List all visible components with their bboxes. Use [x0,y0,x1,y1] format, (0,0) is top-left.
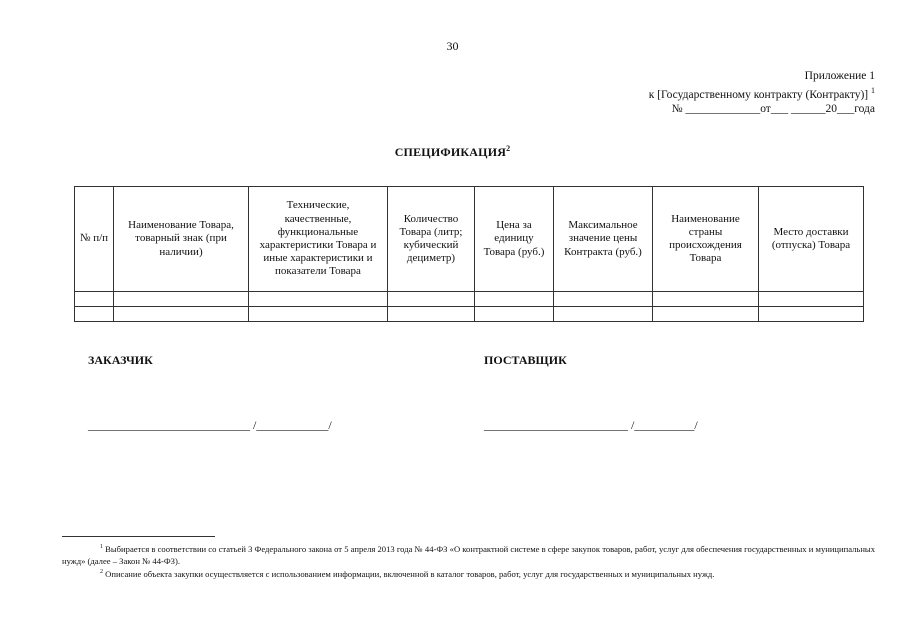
table-cell [249,292,388,307]
table-cell [554,292,653,307]
appendix-contract-text: к [Государственному контракту (Контракту)] [648,88,869,101]
column-header-unit-price: Цена за единицу Товара (руб.) [475,187,554,292]
customer-label: ЗАКАЗЧИК [88,353,153,367]
table-header-row [75,187,864,292]
footnote-text-1: Выбирается в соответствии со статьей 3 Федерального закона от 5 апреля 2013 года № 44-ФЗ «О контрактной системе в сфере закупок товаров, работ, услуг для обеспечения государственных и муниципальных нужд» (далее – Закон № 44-ФЗ). [62,543,875,566]
table-cell [75,307,114,322]
table-cell [114,307,249,322]
column-header-country: Наименование страны происхождения Товара [653,187,759,292]
footnote-ref-1[interactable]: 1 [871,85,875,95]
table-row [75,307,864,322]
footnote-ref-2[interactable]: 2 [506,144,511,153]
specification-table [74,186,864,322]
column-header-max-price: Максимальное значение цены Контракта (руб.) [554,187,653,292]
table-cell [114,292,249,307]
column-header-number: № п/п [75,187,114,292]
supplier-signature-line: ________________________ /__________/ [484,418,698,432]
column-header-quantity: Количество Товара (литр; кубический дециметр) [388,187,475,292]
table-cell [653,307,759,322]
table-cell [388,307,475,322]
table-cell [75,292,114,307]
appendix-line-1: Приложение 1 [804,70,875,82]
table-cell [759,307,864,322]
table-cell [475,292,554,307]
column-header-name: Наименование Товара, товарный знак (при наличии) [114,187,249,292]
column-header-characteristics: Технические, качественные, функциональные характеристики Товара и иные характеристики и показатели Товара [249,187,388,292]
table-row [75,292,864,307]
table-cell [554,307,653,322]
appendix-line-3: № _____________от___ ______20___года [671,102,875,115]
page-title [0,144,905,160]
page-number: 30 [446,39,459,53]
footnote-mark-1: 1 [100,544,103,550]
supplier-label: ПОСТАВЩИК [484,353,567,367]
appendix-block [649,69,875,116]
footnote-2 [62,567,875,581]
footnote-text-2: Описание объекта закупки осуществляется с использованием информации, включенной в каталог товаров, работ, услуг для государственных и муниципальных нужд. [105,569,715,580]
table-cell [475,307,554,322]
footnote-1 [62,542,875,567]
column-header-delivery-place: Место доставки (отпуска) Товара [759,187,864,292]
appendix-line-2 [649,84,875,102]
table-cell [653,292,759,307]
title-text: СПЕЦИФИКАЦИЯ [394,145,507,159]
table-cell [759,292,864,307]
table-cell [388,292,475,307]
customer-signature-line: ___________________________ /____________/ [88,418,332,432]
footnote-mark-2: 2 [100,569,103,576]
table-cell [249,307,388,322]
footnotes [62,542,875,581]
footnote-separator [62,536,215,537]
